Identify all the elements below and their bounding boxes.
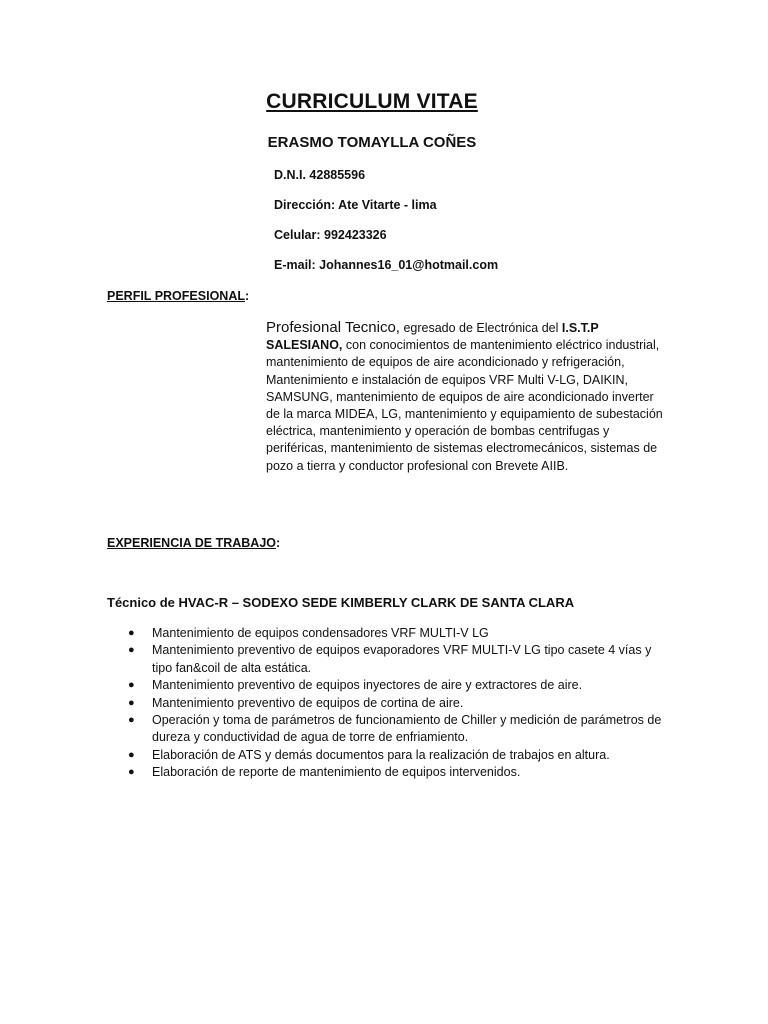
task-text: Elaboración de reporte de mantenimiento de equipos intervenidos. [152, 765, 521, 780]
profile-text-1: egresado de Electrónica del [399, 321, 562, 335]
task-text: Mantenimiento preventivo de equipos de cortina de aire. [152, 695, 464, 710]
dni-line: D.N.I. 42885596 [274, 168, 366, 182]
profile-paragraph [266, 319, 666, 475]
profile-institution: I.S.T.P SALESIANO, [266, 321, 599, 353]
bullet-icon: ● [128, 714, 135, 727]
list-item [128, 642, 668, 677]
list-item [128, 625, 668, 642]
task-text: Mantenimiento preventivo de equipos inyectores de aire y extractores de aire. [152, 678, 583, 693]
task-list [128, 625, 668, 782]
phone-line: Celular: 992423326 [274, 228, 387, 242]
candidate-name: ERASMO TOMAYLLA COÑES [267, 134, 477, 151]
experience-heading: EXPERIENCIA DE TRABAJO: [107, 536, 281, 550]
list-item [128, 747, 668, 764]
email-line: E-mail: Johannes16_01@hotmail.com [274, 258, 499, 272]
profile-text-2: con conocimientos de mantenimiento eléctrico industrial, mantenimiento de equipos de aire acondicionado y refrigeración, Mantenimiento e instalación de equipos VRF Multi V-LG, DAIKIN, SAMSUNG, mantenimiento de equipos de aire acondicionado inverter de la marca MIDEA, LG, mantenimiento y equipamiento de subestación eléctrica, mantenimiento y operación de bombas centrifugas y periféricas, mantenimiento de sistemas electromecánicos, sistemas de pozo a tierra y conductor profesional con Brevete AIIB. [266, 338, 663, 473]
task-text: Mantenimiento preventivo de equipos evaporadores VRF MULTI-V LG tipo casete 4 vías y tipo fan&coil de alta estática. [152, 643, 652, 675]
bullet-icon: ● [128, 696, 135, 709]
task-text: Elaboración de ATS y demás documentos para la realización de trabajos en altura. [152, 747, 610, 762]
document-title: CURRICULUM VITAE [266, 90, 478, 113]
profile-heading: PERFIL PROFESIONAL: [107, 289, 250, 303]
list-item [128, 712, 668, 747]
bullet-icon: ● [128, 748, 135, 761]
bullet-icon: ● [128, 644, 135, 657]
profile-lead: Profesional Tecnico, [266, 319, 400, 336]
list-item [128, 764, 668, 781]
profile-heading-text: PERFIL PROFESIONAL [107, 289, 245, 303]
task-text: Mantenimiento de equipos condensadores VRF MULTI-V LG [152, 626, 489, 640]
bullet-icon: ● [128, 766, 135, 779]
address-line: Dirección: Ate Vitarte - lima [274, 198, 437, 212]
bullet-icon: ● [128, 627, 135, 639]
experience-heading-text: EXPERIENCIA DE TRABAJO [107, 536, 277, 550]
job-title: Técnico de HVAC-R – SODEXO SEDE KIMBERLY CLARK DE SANTA CLARA [107, 595, 575, 610]
list-item [128, 695, 668, 712]
bullet-icon: ● [128, 679, 135, 692]
list-item [128, 677, 668, 694]
task-text: Operación y toma de parámetros de funcionamiento de Chiller y medición de parámetros de dureza y conductividad de agua de torre de enfriamiento. [152, 713, 662, 745]
